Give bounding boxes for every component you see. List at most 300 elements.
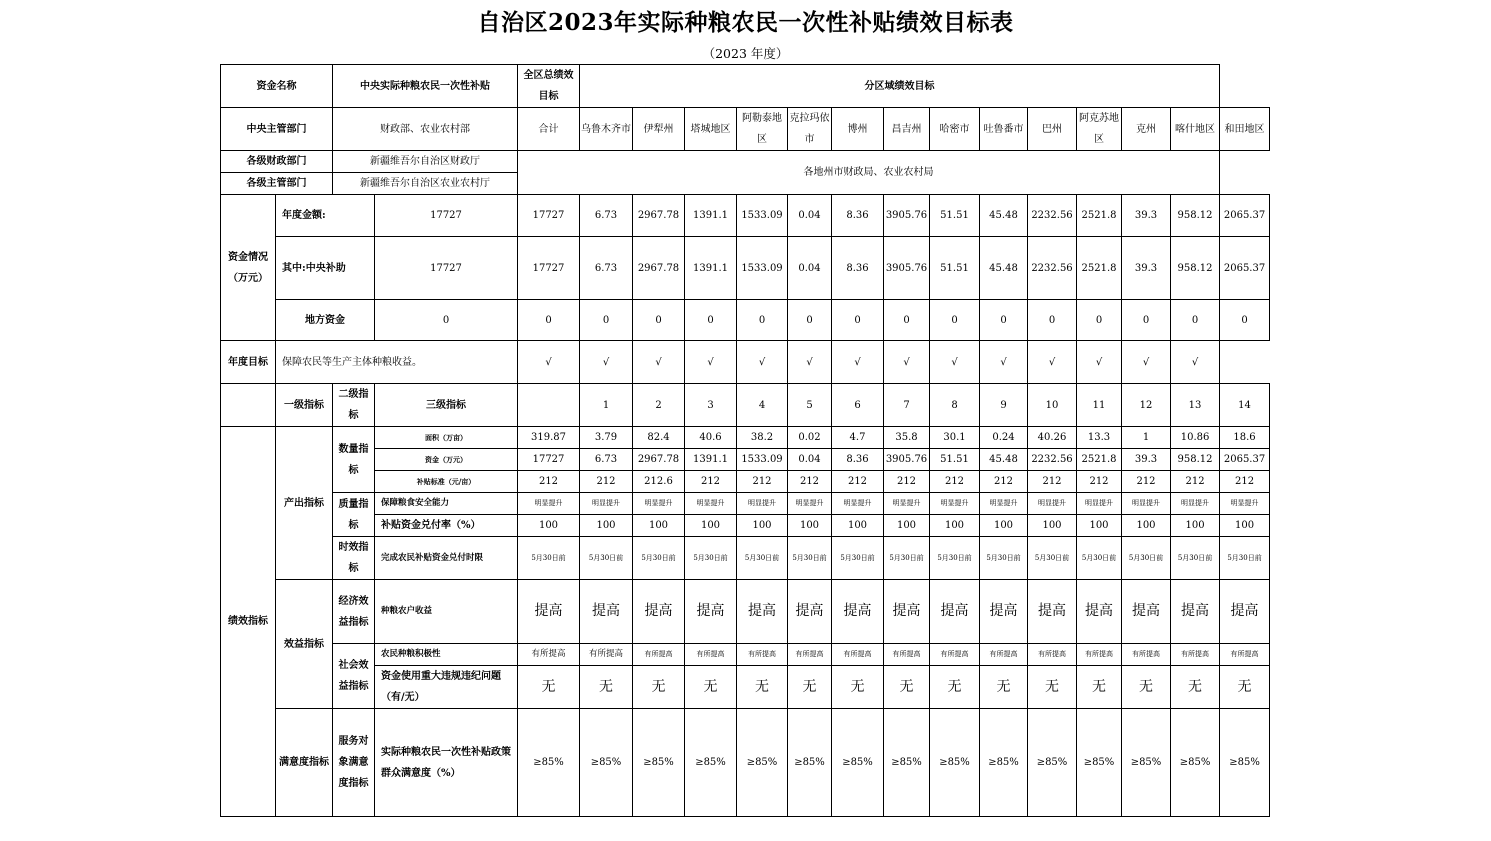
- standard-cell: 212: [980, 471, 1028, 493]
- area-cell: 35.8: [884, 427, 930, 449]
- performance-target-table: [220, 64, 1270, 817]
- timely-cell: 5月30日前: [685, 537, 737, 580]
- local-funds-cell: 0: [980, 300, 1028, 341]
- area-cell: 4.7: [832, 427, 884, 449]
- region-target-label: 分区域绩效目标: [580, 65, 1220, 108]
- local-funds-label: 地方资金: [276, 300, 375, 341]
- goal-check-mark: √: [980, 341, 1028, 384]
- local-funds-cell: 0: [930, 300, 980, 341]
- enthusiasm-label: 农民种粮积极性: [375, 644, 518, 666]
- fund-cell: 2232.56: [1028, 449, 1077, 471]
- column-number: 6: [832, 384, 884, 427]
- payment-rate-cell: 100: [980, 515, 1028, 537]
- violation-cell: 无: [1028, 666, 1077, 709]
- satisfaction-cell: ≥85%: [788, 709, 832, 817]
- fund-cell: 6.73: [580, 449, 633, 471]
- timely-row: [221, 537, 1270, 580]
- column-number: 5: [788, 384, 832, 427]
- region-name: 博州: [832, 108, 884, 151]
- regional-dept-value: 各地州市财政局、农业农村局: [518, 151, 1220, 195]
- column-number: 14: [1220, 384, 1270, 427]
- timely-cell: 5月30日前: [1171, 537, 1220, 580]
- violation-cell: 无: [518, 666, 580, 709]
- central-subsidy-cell: 39.3: [1122, 237, 1171, 300]
- output-label: 产出指标: [276, 427, 333, 580]
- central-dept-label: 中央主管部门: [221, 108, 333, 151]
- column-number: 10: [1028, 384, 1077, 427]
- central-subsidy-cell: 51.51: [930, 237, 980, 300]
- region-name: 巴州: [1028, 108, 1077, 151]
- fund-name-label: 资金名称: [221, 65, 333, 108]
- area-cell: 0.02: [788, 427, 832, 449]
- payment-rate-cell: 100: [1028, 515, 1077, 537]
- fund-cell: 2521.8: [1077, 449, 1122, 471]
- security-cell: 明显提升: [1171, 493, 1220, 515]
- income-cell: 提高: [1220, 580, 1270, 644]
- standard-cell: 212: [884, 471, 930, 493]
- violation-cell: 无: [832, 666, 884, 709]
- quality-label: 质量指标: [333, 493, 375, 537]
- satisfaction-cell: ≥85%: [518, 709, 580, 817]
- indicator-level-row: [221, 384, 1270, 427]
- payment-rate-cell: 100: [930, 515, 980, 537]
- enthusiasm-cell: 有所提高: [685, 644, 737, 666]
- annual-amount-cell: 958.12: [1171, 195, 1220, 237]
- income-cell: 提高: [980, 580, 1028, 644]
- standard-cell: 212: [1122, 471, 1171, 493]
- goal-check-mark: √: [930, 341, 980, 384]
- satisfaction-cell: ≥85%: [930, 709, 980, 817]
- goal-check-mark: √: [1171, 341, 1220, 384]
- enthusiasm-cell: 有所提高: [1122, 644, 1171, 666]
- enthusiasm-cell: 有所提高: [580, 644, 633, 666]
- annual-amount-label: 年度金额:: [276, 195, 375, 237]
- satisfaction-cell: ≥85%: [1171, 709, 1220, 817]
- level3-label: 三级指标: [375, 384, 518, 427]
- security-cell: 明显提升: [1028, 493, 1077, 515]
- satisfaction-cell: ≥85%: [580, 709, 633, 817]
- annual-amount-cell: 0.04: [788, 195, 832, 237]
- central-subsidy-cell: 2967.78: [633, 237, 685, 300]
- subsidy-standard-row: [221, 471, 1270, 493]
- fund-cell: 2967.78: [633, 449, 685, 471]
- standard-cell: 212: [685, 471, 737, 493]
- goal-check-mark: √: [832, 341, 884, 384]
- payment-rate-cell: 100: [633, 515, 685, 537]
- local-funds-cell: 0: [580, 300, 633, 341]
- annual-amount-cell: 45.48: [980, 195, 1028, 237]
- payment-rate-cell: 100: [1122, 515, 1171, 537]
- income-cell: 提高: [737, 580, 788, 644]
- blank-cell: [518, 384, 580, 427]
- standard-cell: 212: [1171, 471, 1220, 493]
- annual-amount-cell: 39.3: [1122, 195, 1171, 237]
- goal-check-mark: √: [518, 341, 580, 384]
- enthusiasm-cell: 有所提高: [633, 644, 685, 666]
- finance-dept-label: 各级财政部门: [221, 151, 333, 173]
- income-cell: 提高: [930, 580, 980, 644]
- agri-dept-value: 新疆维吾尔自治区农业农村厅: [333, 173, 518, 195]
- satisfaction-cell: ≥85%: [980, 709, 1028, 817]
- payment-rate-cell: 100: [1171, 515, 1220, 537]
- satisfaction-item-label: 实际种粮农民一次性补贴政策群众满意度（%）: [375, 709, 518, 817]
- annual-amount-cell: 3905.76: [884, 195, 930, 237]
- area-cell: 1: [1122, 427, 1171, 449]
- enthusiasm-cell: 有所提高: [1220, 644, 1270, 666]
- satisfaction-cell: ≥85%: [737, 709, 788, 817]
- violation-cell: 无: [1171, 666, 1220, 709]
- goal-check-mark: √: [580, 341, 633, 384]
- income-cell: 提高: [1171, 580, 1220, 644]
- local-funds-cell: 0: [788, 300, 832, 341]
- fund-name-value: 中央实际种粮农民一次性补贴: [333, 65, 518, 108]
- local-funds-row: [221, 300, 1270, 341]
- goal-check-mark: √: [1028, 341, 1077, 384]
- column-number: 13: [1171, 384, 1220, 427]
- security-cell: 明显提升: [633, 493, 685, 515]
- violation-cell: 无: [788, 666, 832, 709]
- region-name: 伊犁州: [633, 108, 685, 151]
- payment-rate-cell: 100: [1077, 515, 1122, 537]
- annual-amount-cell: 2232.56: [1028, 195, 1077, 237]
- payment-rate-row: [221, 515, 1270, 537]
- violation-row: [221, 666, 1270, 709]
- timely-item-label: 完成农民补贴资金兑付时限: [375, 537, 518, 580]
- column-number: 4: [737, 384, 788, 427]
- satisfaction-cell: ≥85%: [884, 709, 930, 817]
- region-name: 吐鲁番市: [980, 108, 1028, 151]
- satisfaction-cell: ≥85%: [1077, 709, 1122, 817]
- fund-row: [221, 449, 1270, 471]
- fund-cell: 39.3: [1122, 449, 1171, 471]
- central-subsidy-cell: 2065.37: [1220, 237, 1270, 300]
- central-subsidy-cell: 6.73: [580, 237, 633, 300]
- security-cell: 明显提升: [930, 493, 980, 515]
- page-title: 自治区2023年实际种粮农民一次性补贴绩效目标表: [477, 9, 1014, 36]
- violation-cell: 无: [737, 666, 788, 709]
- payment-rate-cell: 100: [685, 515, 737, 537]
- central-subsidy-cell: 1533.09: [737, 237, 788, 300]
- enthusiasm-cell: 有所提高: [1077, 644, 1122, 666]
- fund-cell: 958.12: [1171, 449, 1220, 471]
- column-number: 2: [633, 384, 685, 427]
- goal-check-mark: √: [737, 341, 788, 384]
- fund-cell: 17727: [518, 449, 580, 471]
- fund-cell: 45.48: [980, 449, 1028, 471]
- central-dept-value: 财政部、农业农村部: [333, 108, 518, 151]
- timely-label: 时效指标: [333, 537, 375, 580]
- security-cell: 明显提升: [1077, 493, 1122, 515]
- timely-cell: 5月30日前: [1122, 537, 1171, 580]
- payment-rate-cell: 100: [832, 515, 884, 537]
- central-subsidy-cell: 8.36: [832, 237, 884, 300]
- timely-cell: 5月30日前: [832, 537, 884, 580]
- local-funds-cell: 0: [1077, 300, 1122, 341]
- timely-cell: 5月30日前: [980, 537, 1028, 580]
- income-cell: 提高: [1028, 580, 1077, 644]
- level2-label: 二级指标: [333, 384, 375, 427]
- total-target-label: 全区总绩效目标: [518, 65, 580, 108]
- satisfaction-label: 满意度指标: [276, 709, 333, 817]
- area-row: [221, 427, 1270, 449]
- annual-amount-cell: 2967.78: [633, 195, 685, 237]
- central-dept-row: [221, 108, 1270, 151]
- timely-cell: 5月30日前: [884, 537, 930, 580]
- timely-cell: 5月30日前: [788, 537, 832, 580]
- satisfaction-cell: ≥85%: [832, 709, 884, 817]
- income-cell: 提高: [788, 580, 832, 644]
- violation-label: 资金使用重大违规违纪问题（有/无）: [375, 666, 518, 709]
- security-cell: 明显提升: [884, 493, 930, 515]
- page-subtitle: （2023 年度）: [702, 46, 789, 61]
- region-name: 阿勒泰地区: [737, 108, 788, 151]
- income-cell: 提高: [884, 580, 930, 644]
- central-subsidy-cell: 3905.76: [884, 237, 930, 300]
- satisfaction-cell: ≥85%: [685, 709, 737, 817]
- violation-cell: 无: [580, 666, 633, 709]
- goal-check-mark: √: [633, 341, 685, 384]
- local-funds-total: 0: [375, 300, 518, 341]
- violation-cell: 无: [930, 666, 980, 709]
- area-cell: 13.3: [1077, 427, 1122, 449]
- annual-amount-cell: 2521.8: [1077, 195, 1122, 237]
- payment-rate-cell: 100: [884, 515, 930, 537]
- income-cell: 提高: [580, 580, 633, 644]
- goal-check-mark: √: [884, 341, 930, 384]
- annual-amount-total: 17727: [375, 195, 518, 237]
- annual-goal-label: 年度目标: [221, 341, 276, 384]
- security-cell: 明显提升: [518, 493, 580, 515]
- local-funds-cell: 0: [832, 300, 884, 341]
- area-label: 面积（万亩）: [375, 427, 518, 449]
- funds-label: 资金情况（万元）: [221, 195, 276, 341]
- annual-amount-cell: 17727: [518, 195, 580, 237]
- enthusiasm-cell: 有所提高: [1171, 644, 1220, 666]
- annual-goal-row: [221, 341, 1270, 384]
- annual-amount-cell: 1533.09: [737, 195, 788, 237]
- area-cell: 0.24: [980, 427, 1028, 449]
- payment-rate-cell: 100: [518, 515, 580, 537]
- annual-amount-cell: 6.73: [580, 195, 633, 237]
- income-cell: 提高: [1077, 580, 1122, 644]
- timely-cell: 5月30日前: [518, 537, 580, 580]
- local-funds-cell: 0: [518, 300, 580, 341]
- violation-cell: 无: [633, 666, 685, 709]
- region-name: 克州: [1122, 108, 1171, 151]
- finance-dept-row: [221, 151, 1270, 173]
- fund-cell: 8.36: [832, 449, 884, 471]
- enthusiasm-cell: 有所提高: [1028, 644, 1077, 666]
- central-subsidy-cell: 1391.1: [685, 237, 737, 300]
- violation-cell: 无: [685, 666, 737, 709]
- farmer-income-label: 种粮农户收益: [375, 580, 518, 644]
- annual-goal-text: 保障农民等生产主体种粮收益。: [276, 341, 518, 384]
- fund-cell: 2065.37: [1220, 449, 1270, 471]
- local-funds-cell: 0: [737, 300, 788, 341]
- central-subsidy-cell: 17727: [518, 237, 580, 300]
- annual-amount-row: [221, 195, 1270, 237]
- timely-cell: 5月30日前: [1028, 537, 1077, 580]
- timely-cell: 5月30日前: [580, 537, 633, 580]
- area-cell: 30.1: [930, 427, 980, 449]
- standard-cell: 212.6: [633, 471, 685, 493]
- satisfaction-cell: ≥85%: [1122, 709, 1171, 817]
- annual-amount-cell: 1391.1: [685, 195, 737, 237]
- satisfaction-row: [221, 709, 1270, 817]
- violation-cell: 无: [1122, 666, 1171, 709]
- total-column-label: 合计: [518, 108, 580, 151]
- income-cell: 提高: [685, 580, 737, 644]
- area-cell: 18.6: [1220, 427, 1270, 449]
- goal-check-mark: √: [788, 341, 832, 384]
- region-name: 阿克苏地区: [1077, 108, 1122, 151]
- enthusiasm-cell: 有所提高: [980, 644, 1028, 666]
- satisfaction-cell: ≥85%: [1028, 709, 1077, 817]
- local-funds-cell: 0: [633, 300, 685, 341]
- finance-dept-value: 新疆维吾尔自治区财政厅: [333, 151, 518, 173]
- violation-cell: 无: [980, 666, 1028, 709]
- region-name: 哈密市: [930, 108, 980, 151]
- goal-check-mark: √: [685, 341, 737, 384]
- security-cell: 明显提升: [1122, 493, 1171, 515]
- fund-label: 资金（万元）: [375, 449, 518, 471]
- violation-cell: 无: [1220, 666, 1270, 709]
- grain-security-label: 保障粮食安全能力: [375, 493, 518, 515]
- header-row: [221, 65, 1270, 108]
- security-cell: 明显提升: [685, 493, 737, 515]
- enthusiasm-cell: 有所提高: [518, 644, 580, 666]
- area-cell: 319.87: [518, 427, 580, 449]
- violation-cell: 无: [884, 666, 930, 709]
- security-cell: 明显提升: [1220, 493, 1270, 515]
- enthusiasm-cell: 有所提高: [832, 644, 884, 666]
- income-cell: 提高: [1122, 580, 1171, 644]
- standard-cell: 212: [832, 471, 884, 493]
- timely-cell: 5月30日前: [1220, 537, 1270, 580]
- income-cell: 提高: [518, 580, 580, 644]
- fund-cell: 0.04: [788, 449, 832, 471]
- income-cell: 提高: [633, 580, 685, 644]
- perf-label: 绩效指标: [221, 427, 276, 817]
- column-number: 3: [685, 384, 737, 427]
- payment-rate-cell: 100: [580, 515, 633, 537]
- goal-check-mark: √: [1122, 341, 1171, 384]
- violation-cell: 无: [1077, 666, 1122, 709]
- central-subsidy-row: [221, 237, 1270, 300]
- benefit-label: 效益指标: [276, 580, 333, 709]
- security-cell: 明显提升: [580, 493, 633, 515]
- standard-cell: 212: [518, 471, 580, 493]
- annual-amount-cell: 51.51: [930, 195, 980, 237]
- standard-cell: 212: [788, 471, 832, 493]
- goal-check-mark: √: [1077, 341, 1122, 384]
- blank-cell: [221, 384, 276, 427]
- satisfaction-cell: ≥85%: [1220, 709, 1270, 817]
- area-cell: 3.79: [580, 427, 633, 449]
- grain-security-row: [221, 493, 1270, 515]
- standard-cell: 212: [580, 471, 633, 493]
- enthusiasm-cell: 有所提高: [930, 644, 980, 666]
- column-number: 9: [980, 384, 1028, 427]
- standard-cell: 212: [737, 471, 788, 493]
- timely-cell: 5月30日前: [930, 537, 980, 580]
- payment-rate-cell: 100: [1220, 515, 1270, 537]
- timely-cell: 5月30日前: [1077, 537, 1122, 580]
- quantity-label: 数量指标: [333, 427, 375, 493]
- annual-amount-cell: 2065.37: [1220, 195, 1270, 237]
- column-number: 8: [930, 384, 980, 427]
- area-cell: 10.86: [1171, 427, 1220, 449]
- agri-dept-label: 各级主管部门: [221, 173, 333, 195]
- security-cell: 明显提升: [737, 493, 788, 515]
- payment-rate-cell: 100: [788, 515, 832, 537]
- area-cell: 82.4: [633, 427, 685, 449]
- central-subsidy-cell: 0.04: [788, 237, 832, 300]
- region-name: 克拉玛依市: [788, 108, 832, 151]
- column-number: 1: [580, 384, 633, 427]
- security-cell: 明显提升: [788, 493, 832, 515]
- satisfaction-cell: ≥85%: [633, 709, 685, 817]
- timely-cell: 5月30日前: [633, 537, 685, 580]
- security-cell: 明显提升: [832, 493, 884, 515]
- column-number: 12: [1122, 384, 1171, 427]
- central-subsidy-label: 其中:中央补助: [276, 237, 375, 300]
- standard-cell: 212: [930, 471, 980, 493]
- local-funds-cell: 0: [685, 300, 737, 341]
- standard-cell: 212: [1028, 471, 1077, 493]
- central-subsidy-cell: 2521.8: [1077, 237, 1122, 300]
- service-object-label: 服务对象满意度指标: [333, 709, 375, 817]
- local-funds-cell: 0: [1028, 300, 1077, 341]
- standard-cell: 212: [1220, 471, 1270, 493]
- area-cell: 40.6: [685, 427, 737, 449]
- area-cell: 38.2: [737, 427, 788, 449]
- subsidy-standard-label: 补贴标准（元/亩）: [375, 471, 518, 493]
- income-cell: 提高: [832, 580, 884, 644]
- level1-label: 一级指标: [276, 384, 333, 427]
- region-name: 喀什地区: [1171, 108, 1220, 151]
- central-subsidy-total: 17727: [375, 237, 518, 300]
- fund-cell: 51.51: [930, 449, 980, 471]
- fund-cell: 1391.1: [685, 449, 737, 471]
- enthusiasm-row: [221, 644, 1270, 666]
- security-cell: 明显提升: [980, 493, 1028, 515]
- region-name: 乌鲁木齐市: [580, 108, 633, 151]
- standard-cell: 212: [1077, 471, 1122, 493]
- farmer-income-row: [221, 580, 1270, 644]
- local-funds-cell: 0: [1122, 300, 1171, 341]
- econ-label: 经济效益指标: [333, 580, 375, 644]
- enthusiasm-cell: 有所提高: [884, 644, 930, 666]
- local-funds-cell: 0: [1220, 300, 1270, 341]
- region-name: 塔城地区: [685, 108, 737, 151]
- enthusiasm-cell: 有所提高: [788, 644, 832, 666]
- payment-rate-label: 补贴资金兑付率（%）: [375, 515, 518, 537]
- fund-cell: 1533.09: [737, 449, 788, 471]
- area-cell: 40.26: [1028, 427, 1077, 449]
- fund-cell: 3905.76: [884, 449, 930, 471]
- enthusiasm-cell: 有所提高: [737, 644, 788, 666]
- region-name: 和田地区: [1220, 108, 1270, 151]
- central-subsidy-cell: 45.48: [980, 237, 1028, 300]
- column-number: 11: [1077, 384, 1122, 427]
- social-label: 社会效益指标: [333, 644, 375, 709]
- annual-amount-cell: 8.36: [832, 195, 884, 237]
- region-name: 昌吉州: [884, 108, 930, 151]
- local-funds-cell: 0: [884, 300, 930, 341]
- payment-rate-cell: 100: [737, 515, 788, 537]
- central-subsidy-cell: 2232.56: [1028, 237, 1077, 300]
